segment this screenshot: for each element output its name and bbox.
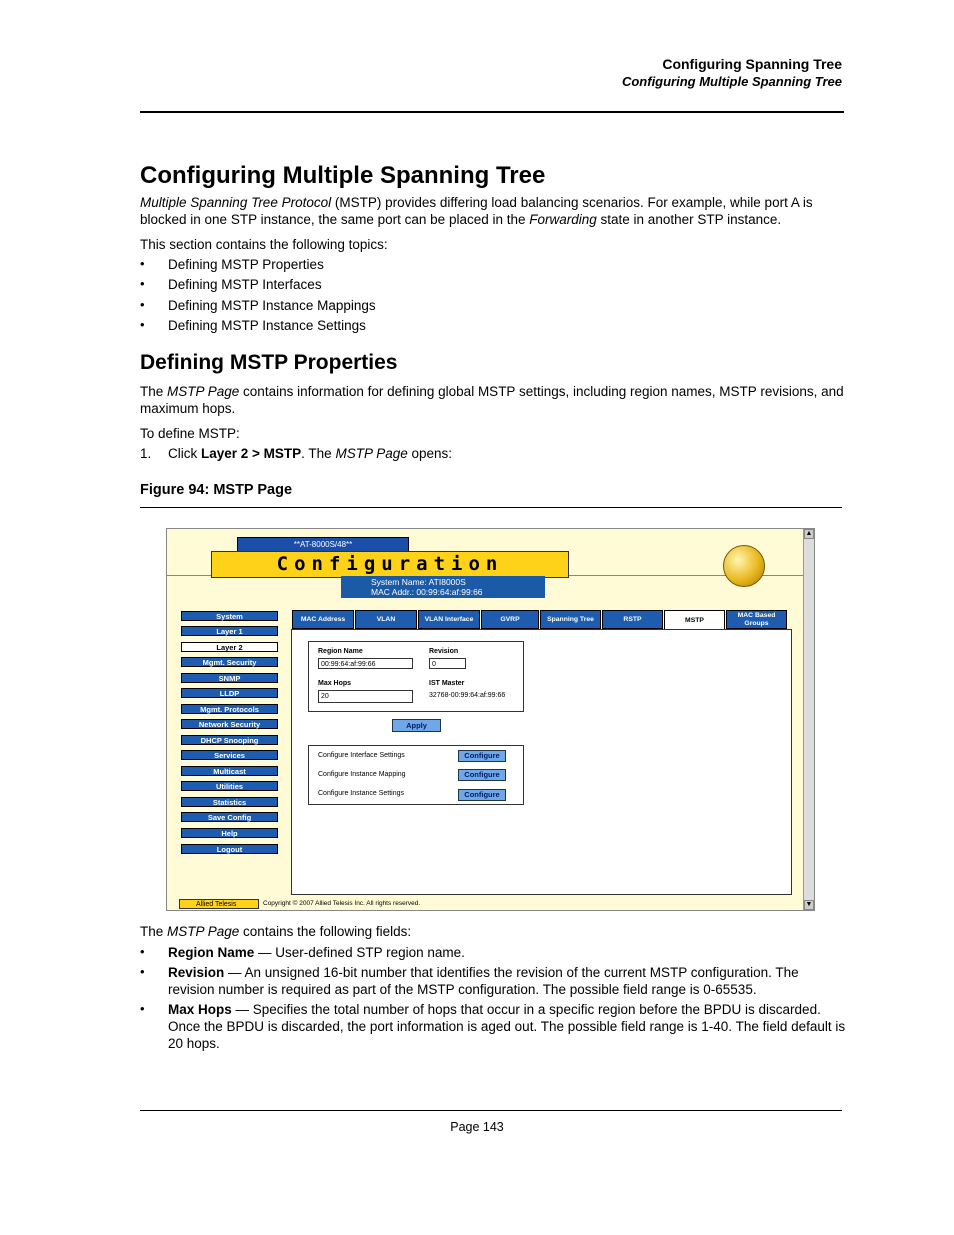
field-max-hops: Max Hops — Specifies the total number of hops that occur in a specific region before the BPDU is discarded. Once the BPDU is discarded, the port information is aged out. The possible field range is 1-40. The field default is 20 hops.	[168, 1002, 846, 1051]
nav-logout[interactable]: Logout	[181, 844, 278, 854]
ist-master-value: 32768-00:99:64:af:99:66	[429, 692, 506, 699]
header-rule	[140, 111, 844, 113]
nav-layer-2[interactable]: Layer 2	[181, 642, 278, 652]
step-1: Click Layer 2 > MSTP. The MSTP Page opens:	[168, 446, 453, 461]
page-title: Configuring Multiple Spanning Tree	[140, 162, 546, 189]
topic-item: Defining MSTP Interfaces	[168, 277, 322, 292]
nav-lldp[interactable]: LLDP	[181, 688, 278, 698]
section-heading: Defining MSTP Properties	[140, 351, 398, 374]
intro-paragraph: Multiple Spanning Tree Protocol (MSTP) provides differing load balancing scenarios. For example, while port A is blocked in one STP instance, the same port can be placed in the Forwarding state in another STP instance.	[140, 195, 813, 227]
configure-mapping-button[interactable]: Configure	[458, 769, 506, 781]
running-header-chapter: Configuring Spanning Tree	[662, 56, 842, 72]
to-define: To define MSTP:	[140, 426, 240, 441]
bullet: •	[140, 964, 145, 979]
bullet: •	[140, 256, 145, 271]
topic-item: Defining MSTP Instance Mappings	[168, 298, 376, 313]
configure-label: Configure Interface Settings	[318, 752, 405, 759]
configure-label: Configure Instance Mapping	[318, 771, 406, 778]
nav-dhcp-snooping[interactable]: DHCP Snooping	[181, 735, 278, 745]
tab-mac-based-groups[interactable]: MAC Based Groups	[726, 610, 787, 629]
globe-logo-icon	[723, 545, 765, 587]
tab-vlan[interactable]: VLAN	[355, 610, 417, 629]
configure-settings-button[interactable]: Configure	[458, 789, 506, 801]
bullet: •	[140, 297, 145, 312]
tab-vlan-interface[interactable]: VLAN Interface	[418, 610, 480, 629]
tab-gvrp[interactable]: GVRP	[481, 610, 539, 629]
nav-statistics[interactable]: Statistics	[181, 797, 278, 807]
configuration-banner: Configuration	[211, 551, 569, 578]
topic-item: Defining MSTP Instance Settings	[168, 318, 366, 333]
nav-mgmt-protocols[interactable]: Mgmt. Protocols	[181, 704, 278, 714]
apply-button[interactable]: Apply	[392, 719, 441, 732]
nav-utilities[interactable]: Utilities	[181, 781, 278, 791]
configure-box	[308, 745, 524, 805]
page-number: Page 143	[450, 1120, 504, 1134]
max-hops-input[interactable]: 20	[318, 690, 413, 703]
field-region-name: Region Name — User-defined STP region name.	[168, 945, 465, 960]
revision-label: Revision	[429, 648, 459, 655]
tab-rstp[interactable]: RSTP	[602, 610, 663, 629]
copyright: Copyright © 2007 Allied Telesis Inc. All rights reserved.	[263, 900, 421, 907]
content-panel	[291, 629, 792, 895]
mstp-page-screenshot	[166, 528, 815, 911]
region-name-input[interactable]: 00:99:64:af:99:66	[318, 658, 413, 669]
fields-intro: The MSTP Page contains the following fields:	[140, 924, 412, 939]
bullet: •	[140, 944, 145, 959]
scroll-down-icon[interactable]: ▼	[805, 901, 813, 908]
region-name-label: Region Name	[318, 648, 363, 655]
nav-mgmt-security[interactable]: Mgmt. Security	[181, 657, 278, 667]
max-hops-label: Max Hops	[318, 680, 352, 687]
nav-network-security[interactable]: Network Security	[181, 719, 278, 729]
figure-rule	[140, 507, 842, 508]
ist-master-label: IST Master	[429, 680, 465, 687]
device-name: **AT-8000S/48**	[237, 537, 409, 552]
step-number: 1.	[140, 446, 152, 461]
allied-telesis-logo: Allied Telesis	[179, 899, 259, 909]
mac-address: MAC Addr.: 00:99:64:af:99:66	[371, 587, 483, 597]
configure-label: Configure Instance Settings	[318, 790, 404, 797]
field-revision: Revision — An unsigned 16-bit number that identifies the revision of the current MSTP configuration. The revision number is required as part of the MSTP configuration. The possible field range is 0-65535.	[168, 965, 799, 997]
configure-interface-button[interactable]: Configure	[458, 750, 506, 762]
nav-system[interactable]: System	[181, 611, 278, 621]
bullet: •	[140, 276, 145, 291]
scrollbar[interactable]	[803, 529, 814, 910]
nav-multicast[interactable]: Multicast	[181, 766, 278, 776]
running-header-section: Configuring Multiple Spanning Tree	[621, 74, 842, 89]
bullet: •	[140, 317, 145, 332]
revision-input[interactable]: 0	[429, 658, 466, 669]
nav-save-config[interactable]: Save Config	[181, 812, 278, 822]
topics-intro: This section contains the following topics:	[140, 237, 388, 252]
nav-help[interactable]: Help	[181, 828, 278, 838]
mstp-paragraph: The MSTP Page contains information for defining global MSTP settings, including region names, MSTP revisions, and maximum hops.	[140, 384, 844, 416]
bullet: •	[140, 1001, 145, 1016]
system-name: System Name: ATI8000S	[371, 577, 466, 587]
figure-caption: Figure 94: MSTP Page	[140, 482, 293, 498]
system-info	[341, 576, 545, 598]
scroll-up-icon[interactable]: ▲	[805, 530, 813, 537]
properties-box	[308, 641, 524, 712]
nav-snmp[interactable]: SNMP	[181, 673, 278, 683]
footer-rule	[140, 1110, 842, 1111]
topic-item: Defining MSTP Properties	[168, 257, 324, 272]
tab-spanning-tree[interactable]: Spanning Tree	[540, 610, 601, 629]
tab-mstp[interactable]: MSTP	[664, 610, 725, 630]
nav-services[interactable]: Services	[181, 750, 278, 760]
nav-layer-1[interactable]: Layer 1	[181, 626, 278, 636]
tab-mac-address[interactable]: MAC Address	[292, 610, 354, 629]
